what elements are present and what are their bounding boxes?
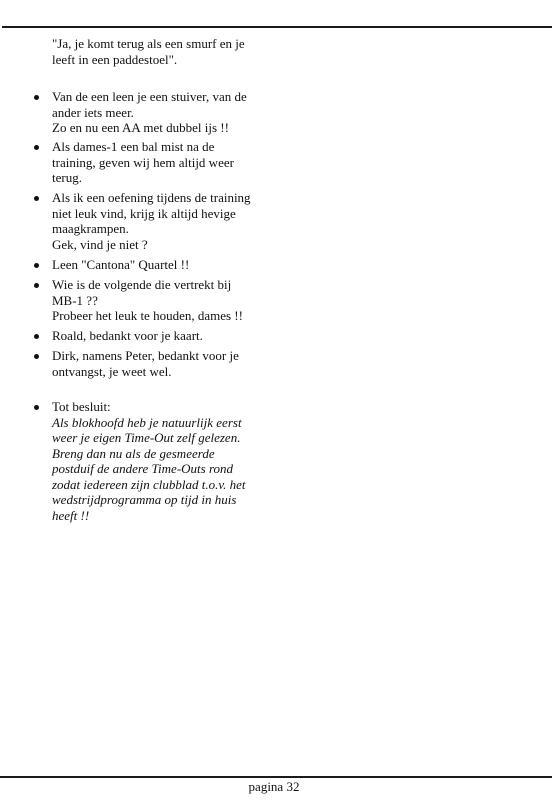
closing-italic-line: zodat iedereen zijn clubblad t.o.v. het: [52, 476, 246, 492]
list-item: [52, 190, 312, 252]
item-line: Leen "Cantona" Quartel !!: [52, 257, 190, 272]
closing-italic-line: weer je eigen Time-Out zelf gelezen.: [52, 430, 241, 445]
bullet-dot-icon: [34, 334, 39, 339]
page-number: pagina 32: [248, 779, 300, 794]
list-item: [52, 399, 312, 523]
item-line: Dirk, namens Peter, bedankt voor je: [52, 348, 239, 363]
item-line: Gek, vind je niet ?: [52, 236, 148, 252]
list-item: [52, 257, 312, 273]
item-line: MB-1 ??: [52, 292, 98, 308]
bullet-dot-icon: [34, 405, 39, 410]
intro-line: leeft in een paddestoel".: [52, 51, 178, 67]
closing-italic-line: heeft !!: [52, 507, 90, 523]
item-line: ander iets meer.: [52, 104, 134, 120]
item-line: Wie is de volgende die vertrekt bij: [52, 277, 232, 292]
item-line: Als ik een oefening tijdens de training: [52, 190, 251, 205]
intro-quote: [52, 36, 282, 67]
item-line: Zo en nu een AA met dubbel ijs !!: [52, 120, 229, 135]
bullet-dot-icon: [34, 263, 39, 268]
item-line: maagkrampen.: [52, 221, 129, 236]
top-rule: [2, 26, 552, 28]
bullet-dot-icon: [34, 95, 39, 100]
bullet-dot-icon: [34, 354, 39, 359]
list-item: [52, 139, 312, 186]
item-line: ontvangst, je weet wel.: [52, 363, 172, 379]
bullet-dot-icon: [34, 283, 39, 288]
item-line: niet leuk vind, krijg ik altijd hevige: [52, 205, 236, 221]
bullet-dot-icon: [34, 145, 39, 150]
item-line: Roald, bedankt voor je kaart.: [52, 328, 203, 343]
item-line: Tot besluit:: [52, 399, 111, 414]
intro-line: "Ja, je komt terug als een smurf en je: [52, 36, 245, 51]
list-item: [52, 277, 312, 324]
bullet-dot-icon: [34, 196, 39, 201]
list-item: [52, 89, 312, 136]
list-item: [52, 328, 312, 344]
item-line: training, geven wij hem altijd weer: [52, 154, 234, 170]
list-item: [52, 348, 312, 379]
item-line: terug.: [52, 170, 82, 185]
closing-italic-line: wedstrijdprogramma op tijd in huis: [52, 492, 237, 507]
closing-italic-line: postduif de andere Time-Outs rond: [52, 461, 234, 476]
item-line: Van de een leen je een stuiver, van de: [52, 89, 247, 104]
closing-italic-line: Breng dan nu als de gesmeerde: [52, 445, 215, 461]
closing-italic-line: Als blokhoofd heb je natuurlijk eerst: [52, 414, 242, 430]
item-line: Als dames-1 een bal mist na de: [52, 139, 215, 154]
bottom-rule: [0, 776, 552, 778]
page-footer: [0, 779, 552, 795]
item-line: Probeer het leuk te houden, dames !!: [52, 308, 243, 323]
